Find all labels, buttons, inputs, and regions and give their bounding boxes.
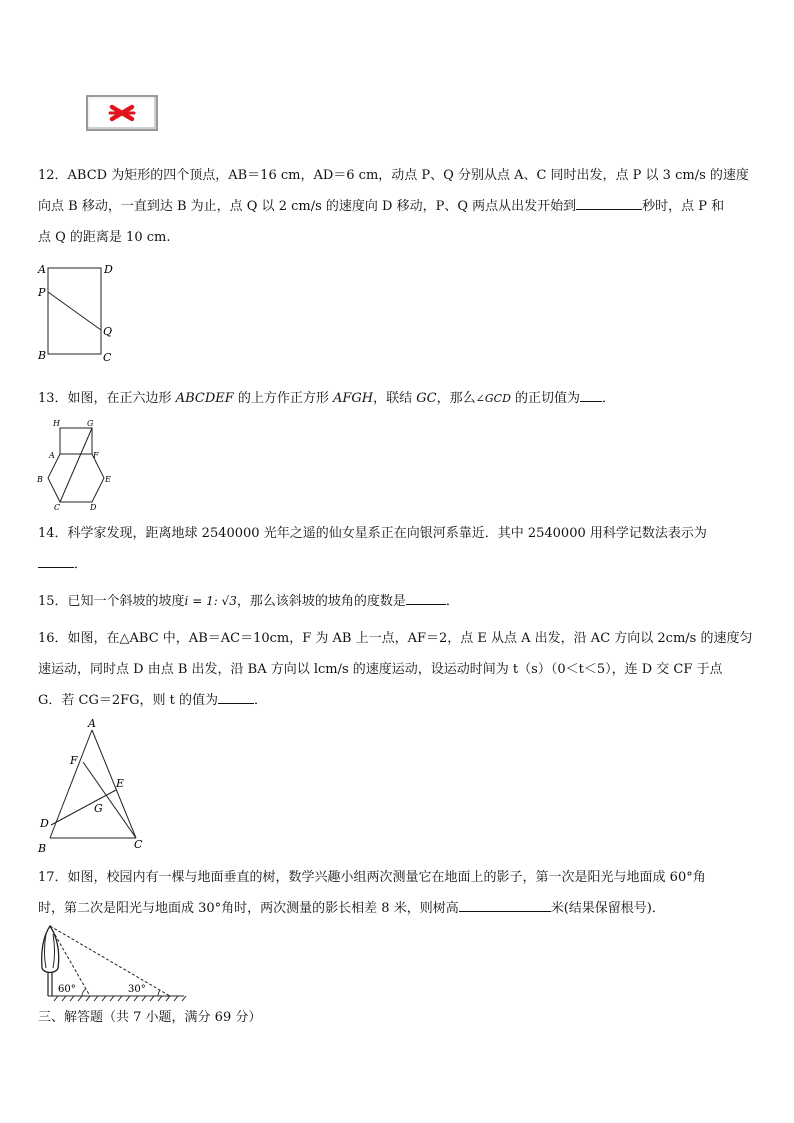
question-17: 17．如图，校园内有一棵与地面垂直的树，数学兴趣小组两次测量它在地面上的影子，第一次是阳光与地面成 60°角 时，第二次是阳光与地面成 30°角时，两次测量的影长相差 8 米，则树高 米(结果保留根号)．	[38, 862, 760, 924]
answer-blank	[459, 897, 551, 912]
red-x-icon	[88, 97, 156, 129]
q16-line-2: 速运动，同时点 D 由点 B 出发，沿 BA 方向以 lcm/s 的速度运动，设运动时间为 t（s）（0＜t＜5），连 D 交 CF 于点	[38, 662, 723, 677]
section-3-heading: 三、解答题（共 7 小题，满分 69 分）	[38, 1010, 262, 1025]
q12-line-3: 点 Q 的距离是 10 cm.	[38, 230, 171, 245]
label-P: P	[38, 286, 46, 299]
label-Q: Q	[103, 325, 113, 338]
label-B: B	[37, 475, 43, 484]
label-D: D	[90, 503, 97, 512]
broken-image-placeholder	[86, 95, 158, 131]
question-15: 15．已知一个斜坡的坡度i = 1: √3，那么该斜坡的坡角的度数是 ．	[38, 586, 760, 617]
q14-line-1: 14．科学家发现，距离地球 2540000 光年之遥的仙女星系正在向银河系靠近．其中 2540000 用科学记数法表示为	[38, 526, 707, 541]
label-B: B	[38, 842, 47, 855]
label-E: E	[105, 475, 111, 484]
angle-30-label: 30°	[128, 984, 146, 995]
q17-tree-shadow-figure	[36, 922, 188, 1004]
q12-rectangle-figure	[36, 258, 126, 366]
label-E: E	[116, 777, 125, 790]
q16-triangle-figure	[34, 716, 154, 858]
label-H: H	[53, 419, 60, 428]
label-F: F	[70, 754, 78, 767]
label-D: D	[40, 817, 49, 830]
question-16: 16．如图，在△ABC 中，AB＝AC＝10cm，F 为 AB 上一点，AF＝2，点 E 从点 A 出发，沿 AC 方向以 2cm/s 的速度匀 速运动，同时点 D 由点 B 出发，沿 BA 方向以 lcm/s 的速度运动，设运动时间为 t（s）（0＜t＜5），连 D 交 CF 于点 G．若 CG＝2FG，则 t 的值为 ．	[38, 623, 760, 716]
q12-line-2: 向点 B 移动，一直到达 B 为止，点 Q 以 2 cm/s 的速度向 D 移动，P、Q 两点从出发开始到 秒时，点 P 和	[38, 191, 760, 222]
question-12	[38, 160, 760, 253]
answer-blank	[580, 387, 602, 402]
label-C: C	[134, 838, 143, 851]
label-C: C	[103, 351, 112, 364]
slope-ratio: i = 1: √3	[184, 594, 237, 608]
answer-blank	[38, 553, 74, 568]
label-A: A	[49, 451, 55, 460]
answer-blank	[576, 195, 642, 210]
label-C: C	[54, 503, 61, 512]
label-F: F	[93, 451, 99, 460]
q12-line-1: 12．ABCD 为矩形的四个顶点，AB＝16 cm，AD＝6 cm，动点 P、Q 分别从点 A、C 同时出发，点 P 以 3 cm/s 的速度	[38, 168, 749, 183]
q13-hexagon-figure	[34, 416, 114, 512]
angle-gcd: ∠GCD	[475, 392, 511, 405]
label-G: G	[94, 802, 103, 815]
label-G: G	[87, 419, 94, 428]
label-A: A	[38, 263, 46, 276]
label-A: A	[88, 717, 96, 730]
label-D: D	[104, 263, 113, 276]
q17-line-1: 17．如图，校园内有一棵与地面垂直的树，数学兴趣小组两次测量它在地面上的影子，第一次是阳光与地面成 60°角	[38, 870, 706, 885]
angle-60-label: 60°	[58, 984, 76, 995]
answer-blank	[218, 689, 254, 704]
q16-line-1: 16．如图，在△ABC 中，AB＝AC＝10cm，F 为 AB 上一点，AF＝2，点 E 从点 A 出发，沿 AC 方向以 2cm/s 的速度匀	[38, 631, 753, 646]
question-14: 14．科学家发现，距离地球 2540000 光年之遥的仙女星系正在向银河系靠近．其中 2540000 用科学记数法表示为 ．	[38, 518, 760, 580]
answer-blank	[406, 590, 446, 605]
question-13: 13．如图，在正六边形 ABCDEF 的上方作正方形 AFGH，联结 GC，那么∠GCD 的正切值为 ．	[38, 383, 760, 414]
label-B: B	[38, 349, 47, 362]
